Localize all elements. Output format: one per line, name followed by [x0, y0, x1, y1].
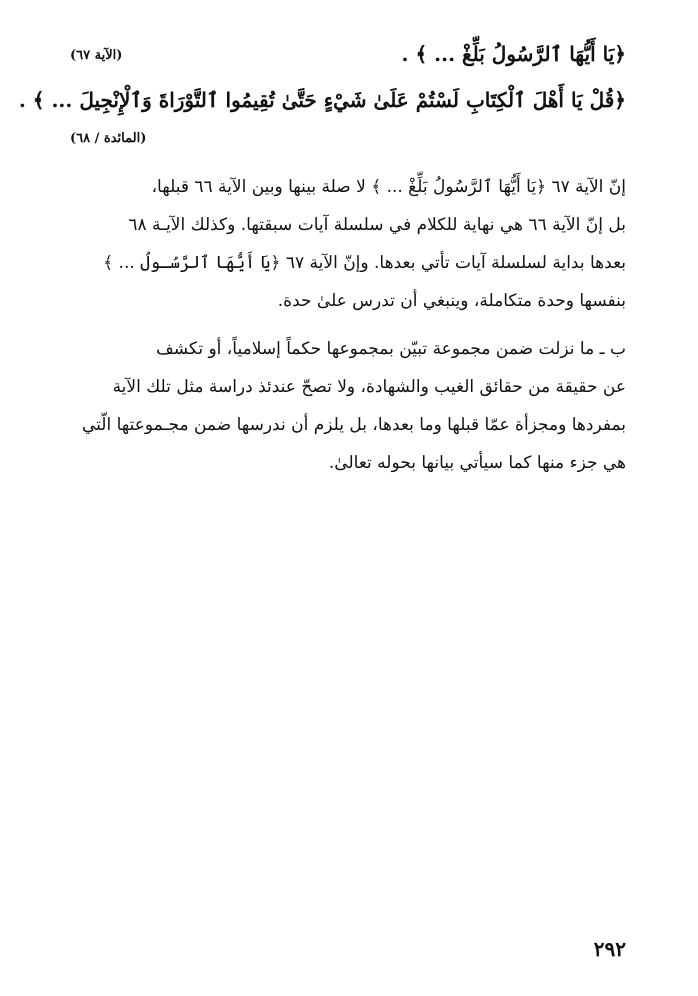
paragraph-line: عن حقيقة من حقائق الغيب والشهادة، ولا تصحّ عندئذ دراسة مثل تلك الآية	[112, 377, 626, 397]
paragraph-two	[66, 330, 626, 482]
paragraph-one	[66, 168, 626, 320]
paragraph-line: بعدها بداية لسلسلة آيات تأتي بعدها. وإنّ الآية ٦٧ ﴿يَا أَيُّهَا ٱلرَّسُـولُ ... ﴾	[103, 253, 626, 273]
paragraph-line: بمفردها ومجزأة عمّا قبلها وما بعدها، بل يلزم أن ندرسها ضمن مجـموعتها الّتي	[82, 415, 626, 435]
paragraph-line: ب ـ ما نزلت ضمن مجموعة تبيّن بمجموعها حكماً إسلامياً، أو تكشف	[156, 339, 626, 359]
page-number: ٢٩٢	[593, 937, 626, 961]
paragraph-line: هي جزء منها كما سيأتي بيانها بحوله تعالىٰ.	[328, 453, 626, 473]
paragraph-line: بنفسها وحدة متكاملة، وينبغي أن تدرس علىٰ حدة.	[277, 291, 626, 311]
verse-67-text: ﴿يَا أَيُّهَا ٱلرَّسُولُ بَلِّغْ ... ﴾ .	[401, 42, 626, 66]
paragraph-line: إنّ الآية ٦٧ ﴿يَا أَيُّهَا ٱلرَّسُولُ بَلِّغْ ... ﴾ لا صلة بينها وبين الآية ٦٦ قبلها،	[151, 177, 626, 197]
verse-68-text: ﴿قُلْ يَا أَهْلَ ٱلْكِتَابِ لَسْتُمْ عَلَىٰ شَيْءٍ حَتَّىٰ تُقِيمُوا ٱلتَّوْرَاةَ وَٱلْإِنْجِيلَ ... ﴾ .	[18, 88, 626, 112]
verse-67-reference: (الآية ٦٧)	[70, 48, 123, 63]
verse-68-reference: (المائدة / ٦٨)	[70, 131, 147, 146]
paragraph-line: بل إنّ الآية ٦٦ هي نهاية للكلام في سلسلة آيات سبقتها. وكذلك الآيـة ٦٨	[128, 215, 626, 235]
